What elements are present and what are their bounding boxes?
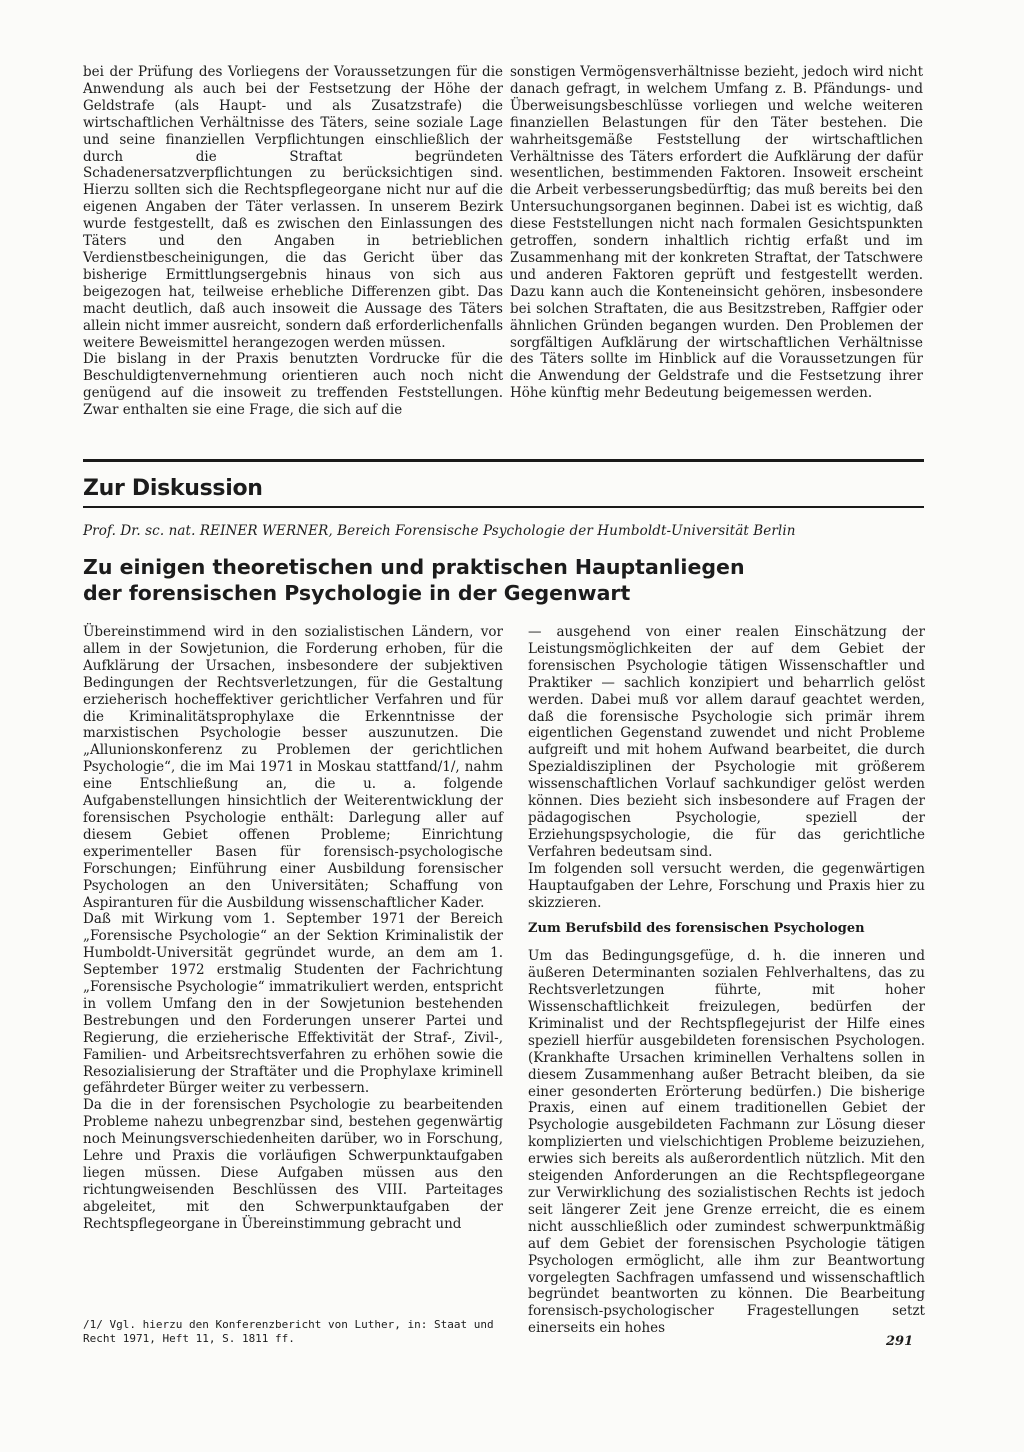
top-right-paragraph-1: sonstigen Vermögensverhältnisse bezieht, jedoch wird nicht danach gefragt, in welchem Umfang z. B. Pfändungs- und Überweisungsbeschlüsse vorliegen und welche weiteren finanziellen Belastungen für den Täter bestehen. Die wahrheitsgemäße Feststellung der wirtschaftlichen Verhältnisse des Täters erfordert die Aufklärung der dafür wesentlichen, bestimmenden Faktoren. Insoweit erscheint die Arbeit verbesserungsbedürftig; das muß bereits bei den Untersuchungsorganen beginnen. Dabei ist es wichtig, daß diese Feststellungen nicht nach formalen Gesichtspunkten getroffen, sondern inhaltlich richtig erfaßt und im Zusammenhang mit der konkreten Straftat, der Tatschwere und anderen Faktoren geprüft und festgestellt werden. Dazu kann auch die Konteneinsicht gehören, insbesondere bei solchen Straftaten, die aus Besitzstreben, Raffgier oder ähnlichen Gründen begangen wurden. Den Problemen der sorgfältigen Aufklärung der wirtschaftlichen Verhältnisse des Täters sollte im Hinblick auf die Voraussetzungen für die Anwendung der Geldstrafe und die Festsetzung ihrer Höhe künftig mehr Bedeutung beigemessen werden. [510,64,923,402]
article-title-line-1: Zu einigen theoretischen und praktischen Hauptanliegen [83,555,745,579]
article-left-column [83,624,503,1233]
body-right-paragraph-2: Im folgenden soll versucht werden, die gegenwärtigen Hauptaufgaben der Lehre, Forschung und Praxis hier zu skizzieren. [528,860,925,911]
footnote: /1/ Vgl. hierzu den Konferenzbericht von Luther, in: Staat und Recht 1971, Heft 11, S. 1811 ff. [83,1318,494,1345]
page-number: 291 [886,1334,914,1349]
article-right-column [528,624,925,1337]
body-right-paragraph-3: Um das Bedingungsgefüge, d. h. die inneren und äußeren Determinanten sozialen Fehlverhaltens, das zu Rechtsverletzungen führte, mit hoher Wissenschaftlichkeit freizulegen, bedürfen der Kriminalist und der Rechtspflegejurist der Hilfe eines speziell hierfür ausgebildeten forensischen Psychologen. (Krankhafte Ursachen kriminellen Verhaltens sollen in diesem Zusammenhang außer Betracht bleiben, da sie einer gesonderten Erörterung bedürfen.) Die bisherige Praxis, einen auf einem traditionellen Gebiet der Psychologie ausgebildeten Fachmann zur Lösung dieser komplizierten und vielschichtigen Probleme beizuziehen, erwies sich bereits als außerordentlich nützlich. Mit den steigenden Anforderungen an die Rechtspflegeorgane zur Verwirklichung des sozialistischen Rechts ist jedoch seit längerer Zeit jene Grenze erreicht, die es einem nicht ausschließlich oder zumindest schwerpunktmäßig auf dem Gebiet der forensischen Psychologie tätigen Psychologen ermöglicht, alle ihm zur Beantwortung vorgelegten Sachfragen umfassend und wissenschaftlich begründet beantworten zu können. Die Bearbeitung forensisch-psychologischer Fragestellungen setzt einerseits ein hohes [528,948,925,1337]
top-left-column [83,64,503,419]
body-left-paragraph-3: Da die in der forensischen Psychologie zu bearbeitenden Probleme nahezu unbegrenzbar sind, bestehen gegenwärtig noch Meinungsverschiedenheiten darüber, wo in Forschung, Lehre und Praxis die vorläufigen Schwerpunktaufgaben liegen müssen. Diese Aufgaben müssen aus den richtungweisenden Beschlüssen des VIII. Parteitages abgeleitet, mit den Schwerpunktaufgaben der Rechtspflegeorgane in Übereinstimmung gebracht und [83,1097,503,1232]
section-underline [83,506,924,508]
section-title: Zur Diskussion [83,476,263,501]
article-title-line-2: der forensischen Psychologie in der Gegenwart [83,581,631,605]
body-left-paragraph-1: Übereinstimmend wird in den sozialistischen Ländern, vor allem in der Sowjetunion, die Forderung erhoben, für die Aufklärung der Ursachen, insbesondere der subjektiven Bedingungen der Rechtsverletzungen, für die Gestaltung erzieherisch hocheffektiver gerichtlicher Verfahren und für die Kriminalitätsprophylaxe die Erkenntnisse der marxistischen Psychologie besser auszunutzen. Die „Allunionskonferenz zu Problemen der gerichtlichen Psychologie“, die im Mai 1971 in Moskau stattfand/1/, nahm eine Entschließung an, die u. a. folgende Aufgabenstellungen hinsichtlich der Weiterentwicklung der forensischen Psychologie enthält: Darlegung aller auf diesem Gebiet offenen Probleme; Einrichtung experimenteller Basen für forensisch-psychologische Forschungen; Einführung einer Ausbildung forensischer Psychologen an den Universitäten; Schaffung von Aspiranturen für die Ausbildung wissenschaftlicher Kader. [83,624,503,911]
article-title [83,554,783,606]
author-line: Prof. Dr. sc. nat. REINER WERNER, Bereich Forensische Psychologie der Humboldt-Universität Berlin [83,523,796,539]
top-right-column [510,64,923,402]
top-left-paragraph-2: Die bislang in der Praxis benutzten Vordrucke für die Beschuldigtenvernehmung orientieren auch noch nicht genügend auf die insoweit zu treffenden Feststellungen. Zwar enthalten sie eine Frage, die sich auf die [83,351,503,419]
subheading: Zum Berufsbild des forensischen Psychologen [528,921,865,937]
body-right-paragraph-1: — ausgehend von einer realen Einschätzung der Leistungsmöglichkeiten der auf dem Gebiet der forensischen Psychologie tätigen Wissenschaftler und Praktiker — sachlich konzipiert und beharrlich gelöst werden. Dabei muß vor allem darauf geachtet werden, daß die forensische Psychologie sich primär ihrem eigentlichen Gegenstand zuwendet und nicht Probleme aufgreift und mit hohem Aufwand bearbeitet, die durch Spezialdisziplinen der Psychologie mit größerem wissenschaftlichen Vorlauf sachkundiger gelöst werden können. Dies bezieht sich insbesondere auf Fragen der pädagogischen Psychologie, speziell der Erziehungspsychologie, die für das gerichtliche Verfahren bedeutsam sind. [528,624,925,860]
section-rule [83,459,924,462]
top-left-paragraph-1: bei der Prüfung des Vorliegens der Voraussetzungen für die Anwendung als auch bei der Festsetzung der Höhe der Geldstrafe (als Haupt- und als Zusatzstrafe) die wirtschaftlichen Verhältnisse des Täters, seine soziale Lage und seine finanziellen Verpflichtungen einschließlich der durch die Straftat begründeten Schadenersatzverpflichtungen zu berücksichtigen sind. Hierzu sollten sich die Rechtspflegeorgane nicht nur auf die eigenen Angaben der Täter verlassen. In unserem Bezirk wurde festgestellt, daß es zwischen den Einlassungen des Täters und den Angaben in betrieblichen Verdienstbescheinigungen, die das Gericht über das bisherige Ermittlungsergebnis hinaus von sich aus beigezogen hat, teilweise erhebliche Differenzen gibt. Das macht deutlich, daß auch insoweit die Aussage des Täters allein nicht immer ausreicht, sondern daß erforderlichenfalls weitere Beweismittel herangezogen werden müssen. [83,64,503,351]
body-left-paragraph-2: Daß mit Wirkung vom 1. September 1971 der Bereich „Forensische Psychologie“ an der Sektion Kriminalistik der Humboldt-Universität gegründet wurde, an dem am 1. September 1972 erstmalig Studenten der Fachrichtung „Forensische Psychologie“ immatrikuliert werden, entspricht in vollem Umfang den in der Sowjetunion bestehenden Bestrebungen und den Forderungen unserer Partei und Regierung, die erzieherische Effektivität der Straf-, Zivil-, Familien- und Arbeitsrechtsverfahren zu erhöhen sowie die Resozialisierung der Straftäter und die Prophylaxe kriminell gefährdeter Bürger weiter zu verbessern. [83,911,503,1097]
